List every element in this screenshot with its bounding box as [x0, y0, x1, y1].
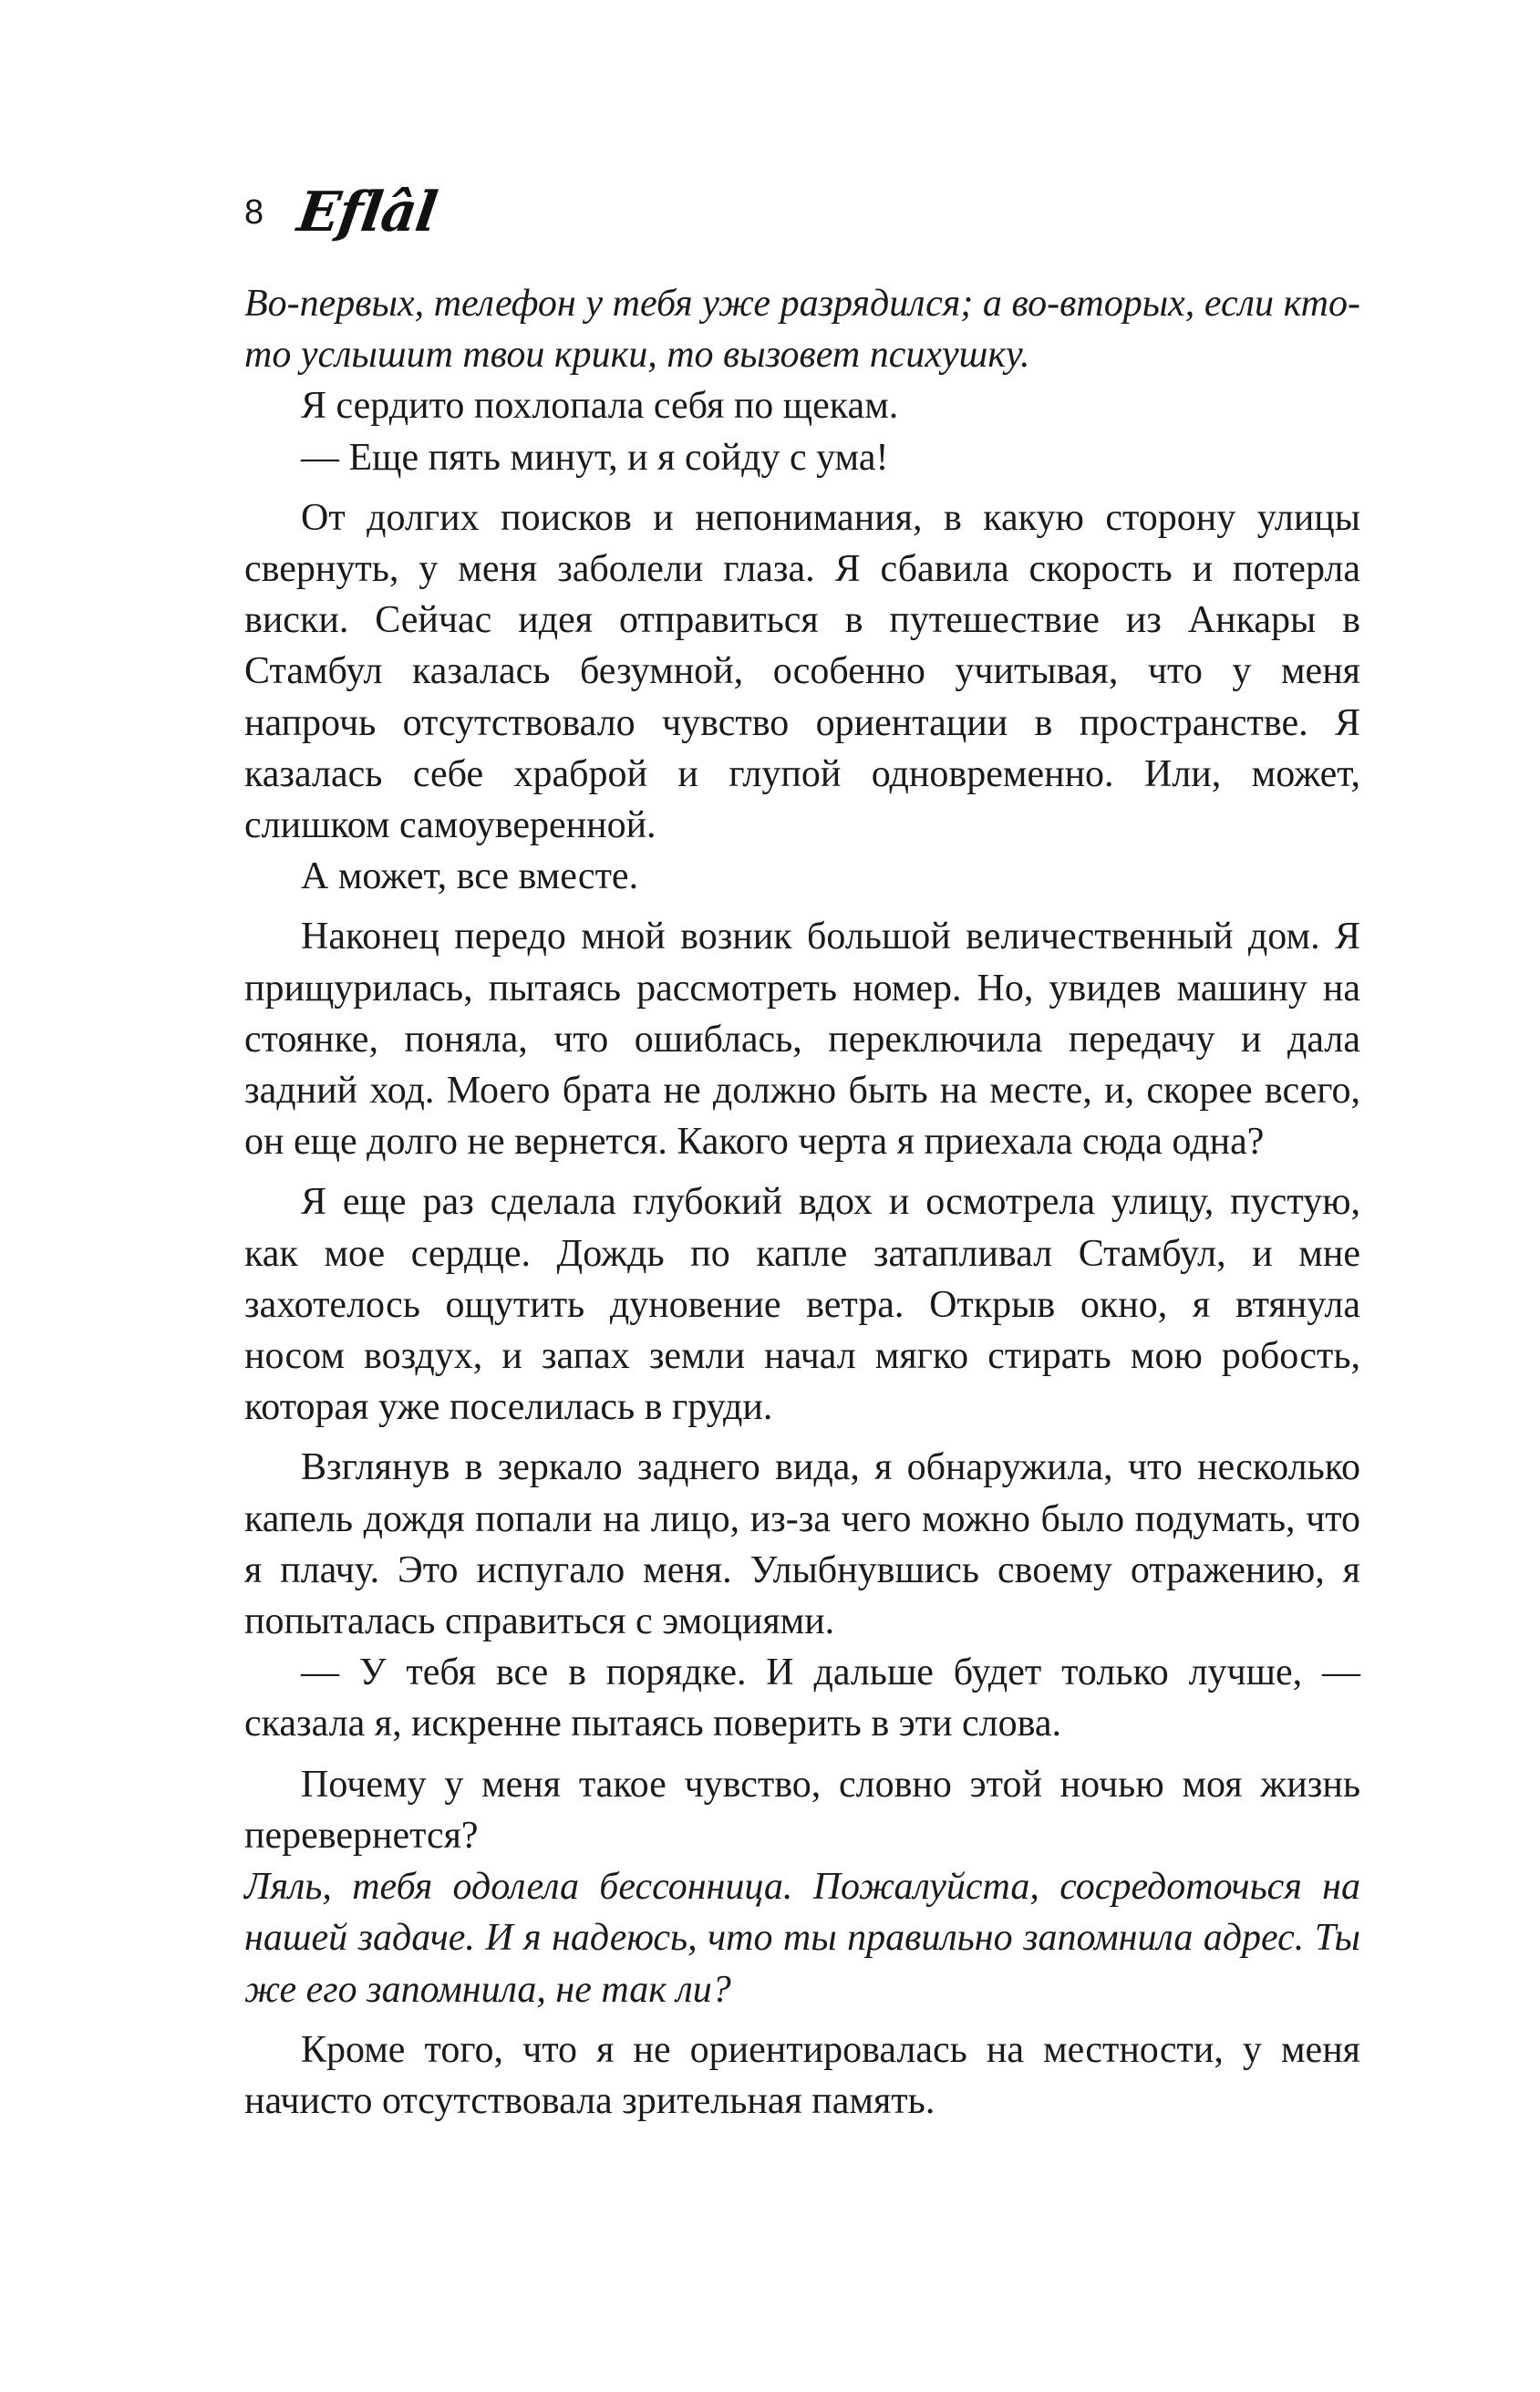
paragraph-thought: Во-первых, телефон у тебя уже разрядился; а во-вторых, если кто-то услышит твои крики, то вызовет психушку. [244, 283, 1360, 377]
paragraph: Кроме того, что я не ориентировалась на местности, у меня начисто отсутствовала зрительная память. [244, 2028, 1360, 2122]
paragraph-dialogue: — У тебя все в порядке. И дальше будет только лучше, — сказала я, искренне пытаясь поверить в эти слова. [244, 1652, 1360, 1745]
paragraph: От долгих поисков и непонимания, в какую сторону улицы свернуть, у меня заболели глаза. Я сбавила скорость и потерла виски. Сейчас идея отправиться в путешествие из Анкары в Стамбул казалась безумной, особенно учитывая, что у меня напрочь отсутствовало чувство ориентации в пространстве. Я казалась себе храброй и глупой одновременно. Или, может, слишком самоуверенной. [244, 496, 1360, 847]
paragraph-dialogue: — Еще пять минут, и я сойду с ума! [301, 436, 889, 479]
paragraph: Наконец передо мной возник большой величественный дом. Я прищурилась, пытаясь рассмотреть номер. Но, увидев машину на стоянке, поняла, что ошиблась, переключила передачу и дала задний ход. Моего брата не должно быть на месте, и, скорее всего, он еще долго не вернется. Какого черта я приехала сюда одна? [244, 916, 1360, 1164]
paragraph: Я сердито похлопала себя по щекам. [301, 385, 899, 428]
body-text [244, 278, 1360, 2127]
running-head [244, 171, 441, 254]
paragraph: Взглянув в зеркало заднего вида, я обнаружила, что несколько капель дождя попали на лицо, из-за чего можно было подумать, что я плачу. Это испугало меня. Улыбнувшись своему отражению, я попыталась справиться с эмоциями. [244, 1446, 1360, 1643]
paragraph: А может, все вместе. [301, 855, 639, 898]
page-number: 8 [244, 193, 264, 232]
paragraph-thought: Ляль, тебя одолела бессонница. Пожалуйста, сосредоточься на нашей задаче. И я надеюсь, что ты правильно запомнила адрес. Ты же его запомнила, не так ли? [244, 1866, 1360, 2011]
paragraph: Я еще раз сделала глубокий вдох и осмотрела улицу, пустую, как мое сердце. Дождь по капле затапливал Стамбул, и мне захотелось ощутить дуновение ветра. Открыв окно, я втянула носом воздух, и запах земли начал мягко стирать мою робость, которая уже поселилась в груди. [244, 1181, 1360, 1429]
book-title-logo: Eflâl [294, 181, 441, 244]
paragraph: Почему у меня такое чувство, словно этой ночью моя жизнь перевернется? [244, 1763, 1360, 1857]
